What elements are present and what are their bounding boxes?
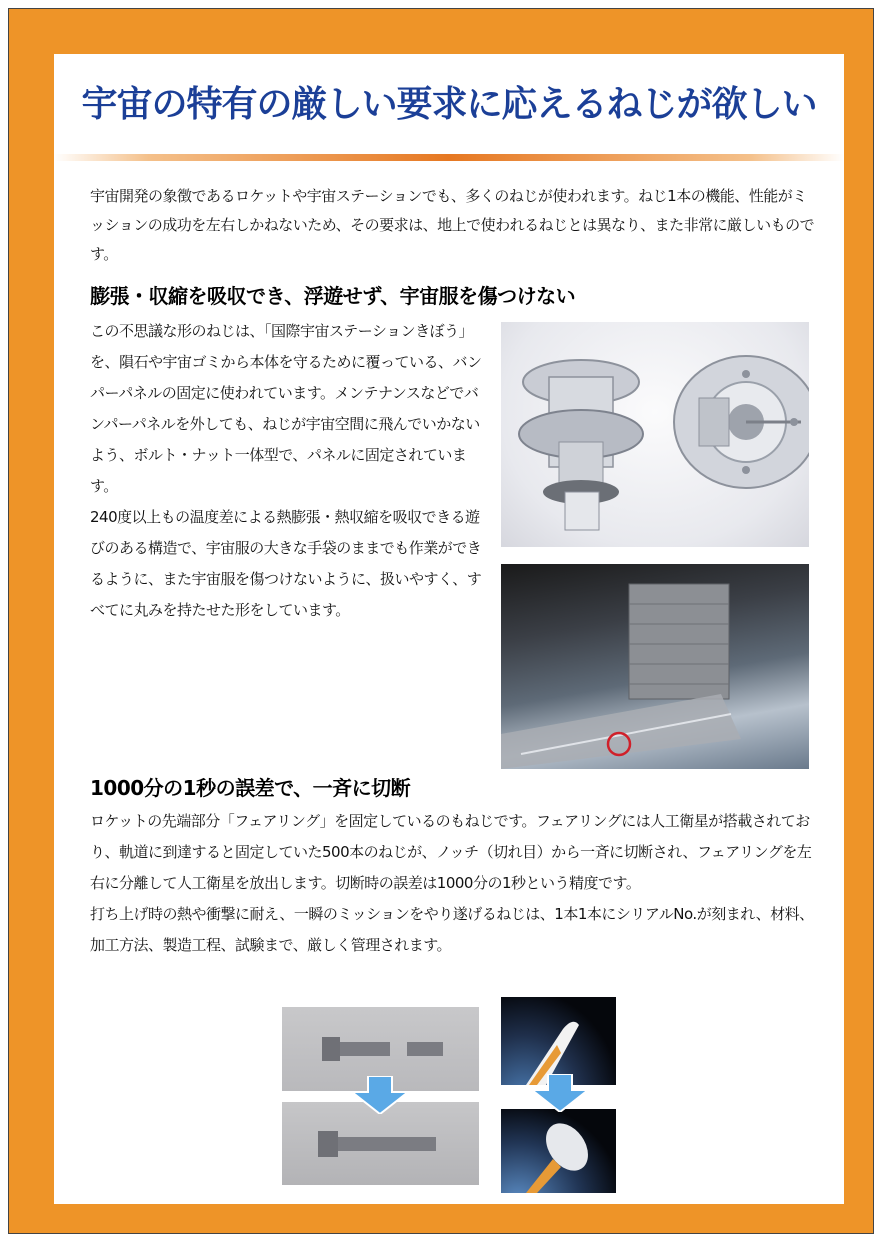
iss-module-photo [501,564,809,769]
space-bolts-photo [501,322,809,547]
down-arrow-icon [532,1074,588,1112]
title-underline [54,154,844,161]
section2-heading: 1000分の1秒の誤差で、一斉に切断 [90,776,411,800]
section2-paragraph-1: ロケットの先端部分「フェアリング」を固定しているのもねじです。フェアリングには人工衛星が搭載されており、軌道に到達すると固定していた500本のねじが、ノッチ（切れ目）から一斉に切断され、フェアリングを左右に分離して人工衛星を放出します。切断時の誤差は1000分の1秒という精度です。 [90,812,812,892]
section1-paragraph-1: この不思議な形のねじは、「国際宇宙ステーションきぼう」を、隕石や宇宙ゴミから本体を守るために覆っている、バンパーパネルの固定に使われています。メンテナンスなどでバンパーパネルを外しても、ねじが宇宙空間に飛んでいかないよう、ボルト・ナット一体型で、パネルに固定されています。 [90,322,482,495]
bolt-joined-photo [282,1102,479,1185]
page-frame [8,8,874,1234]
content-panel [54,54,844,1204]
section1-body [90,316,482,626]
rocket-fairing-closed-photo [501,997,616,1085]
section1-heading: 膨張・収縮を吸収でき、浮遊せず、宇宙服を傷つけない [90,284,576,308]
rocket-fairing-separating-photo [501,1109,616,1193]
intro-paragraph: 宇宙開発の象徴であるロケットや宇宙ステーションでも、多くのねじが使われます。ねじ1本の機能、性能がミッションの成功を左右しかねないため、その要求は、地上で使われるねじとは異なり、また非常に厳しいものです。 [90,187,815,263]
section1-paragraph-2: 240度以上もの温度差による熱膨張・熱収縮を吸収できる遊びのある構造で、宇宙服の大きな手袋のままでも作業ができるように、また宇宙服を傷つけないように、扱いやすく、すべてに丸みを持たせた形をしています。 [90,508,482,619]
down-arrow-icon [352,1076,408,1114]
section2-body [90,806,820,961]
section2-paragraph-2: 打ち上げ時の熱や衝撃に耐え、一瞬のミッションをやり遂げるねじは、1本1本にシリアルNo.が刻まれ、材料、加工方法、製造工程、試験まで、厳しく管理されます。 [90,905,814,954]
page-title: 宇宙の特有の厳しい要求に応えるねじが欲しい [81,84,817,125]
